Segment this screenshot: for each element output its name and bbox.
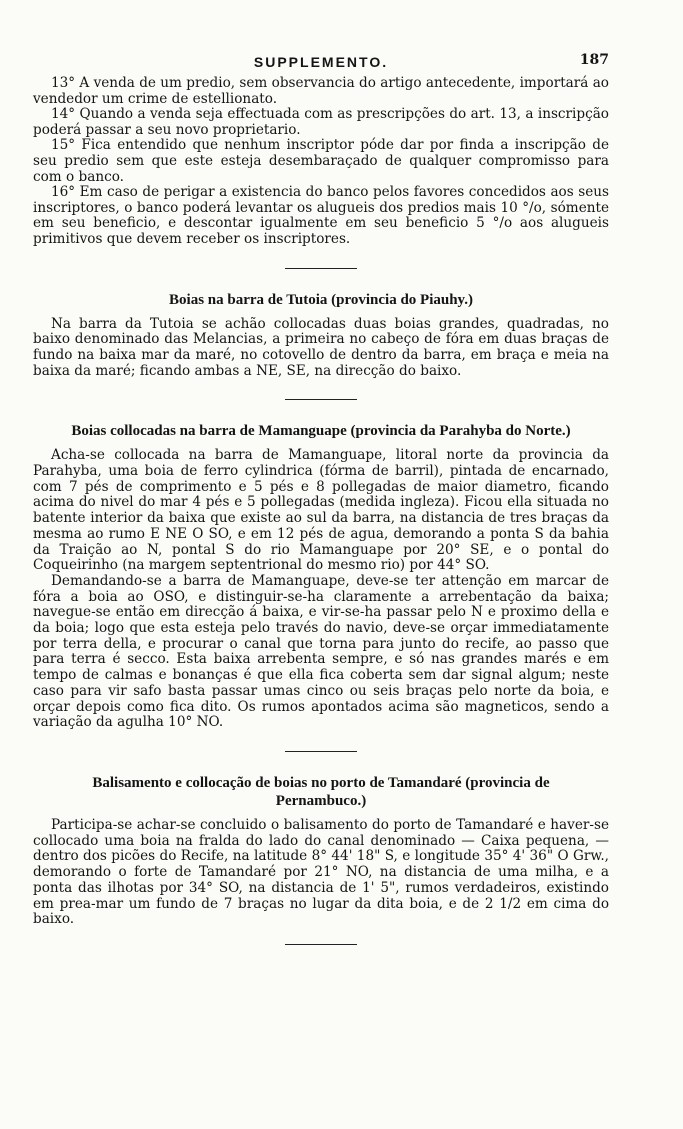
article-15: 15° Fica entendido que nenhum inscriptor póde dar por finda a inscripção de seu predio sem que este esteja desembaraçado de qualquer compromisso para com o banco. — [33, 137, 609, 185]
paragraph: Demandando-se a barra de Mamanguape, deve-se ter attenção em marcar de fóra a boia ao OSO, e distinguir-se-ha claramente a arrebentação da baixa; navegue-se então em direcção á baixa, e vir-se-ha passar pelo N e proximo della e da boia; logo que esta esteja pelo través do navio, deve-se orçar immediatamente por terra della, e procurar o canal que torna para junto do recife, ao passo que para terra é secco. Esta baixa arrebenta sempre, e só nas grandes marés e em tempo de calmas e bonanças é que ella fica coberta sem dar signal algum; neste caso para vir safo basta passar umas cinco ou seis braças pelo norte da boia, e orçar depois como fica dito. Os rumos apontados acima são magneticos, sendo a variação da agulha 10° NO. — [33, 572, 609, 731]
section-divider — [285, 399, 357, 400]
end-divider — [285, 944, 357, 945]
section-tutoia — [33, 291, 609, 380]
section-divider — [285, 751, 357, 752]
article-14: 14° Quando a venda seja effectuada com as prescripções do art. 13, a inscripção poderá passar a seu novo proprietario. — [33, 106, 609, 138]
document-page — [33, 52, 609, 967]
section-title-mamanguape: Boias collocadas na barra de Mamanguape (provincia da Parahyba do Norte.) — [71, 423, 571, 440]
paragraph: Na barra da Tutoia se achão collocadas duas boias grandes, quadradas, no baixo denominado das Melancias, a primeira no cabeço de fóra em duas braças de fundo na baixa mar da maré, no cotovello de dentro da barra, em braça e meia na baixa da maré; ficando ambas a NE, SE, na direcção do baixo. — [33, 315, 609, 379]
section-bank-articles — [33, 76, 609, 248]
page-header — [33, 52, 609, 74]
section-title-tutoia: Boias na barra de Tutoia (provincia do Piauhy.) — [169, 291, 473, 308]
paragraph: Acha-se collocada na barra de Mamanguape, litoral norte da provincia da Parahyba, uma boia de ferro cylindrica (fórma de barril), pintada de encarnado, com 7 pés de comprimento e 5 pés e 8 pollegadas de maior diametro, ficando acima do nivel do mar 4 pés e 5 pollegadas (medida ingleza). Ficou ella situada no batente interior da baixa que existe ao sul da barra, na distancia de tres braças da mesma ao rumo E NE O SO, e em 12 pés de agua, demorando a ponta S da bahia da Traição ao N, pontal S do rio Mamanguape por 20° SE, e o pontal do Coqueirinho (na margem septentrional do mesmo rio) por 44° SO. — [33, 447, 609, 574]
section-divider — [285, 268, 357, 269]
article-13: 13° A venda de um predio, sem observancia do artigo antecedente, importará ao vendedor um crime de estellionato. — [33, 75, 609, 107]
paragraph: Participa-se achar-se concluido o balisamento do porto de Tamandaré e haver-se collocado uma boia na fralda do lado do canal denominado — Caixa pequena, — dentro dos picões do Recife, na latitude 8° 44' 18" S, e longitude 35° 4' 36" O Grw., demorando o forte de Tamandaré por 21° NO, na distancia de uma milha, e a ponta das ilhotas por 34° SO, na distancia de 1' 5", rumos verdadeiros, existindo em prea-mar um fundo de 7 braças no lugar da dita boia, e de 2 1/2 em cima do baixo. — [33, 817, 609, 928]
section-tamandare — [33, 774, 609, 928]
article-16: 16° Em caso de perigar a existencia do banco pelos favores concedidos aos seus inscriptores, o banco poderá levantar os alugueis dos predios mais 10 °/o, sómente em seu beneficio, e descontar igualmente em seu beneficio 5 °/o aos alugueis primitivos que devem receber os inscriptores. — [33, 184, 609, 247]
page-number: 187 — [579, 52, 609, 68]
running-title: SUPPLEMENTO. — [253, 54, 389, 70]
section-mamanguape — [33, 422, 609, 731]
section-title-tamandare: Balisamento e collocação de boias no porto de Tamandaré (provincia de Pernambuco.) — [92, 775, 550, 809]
